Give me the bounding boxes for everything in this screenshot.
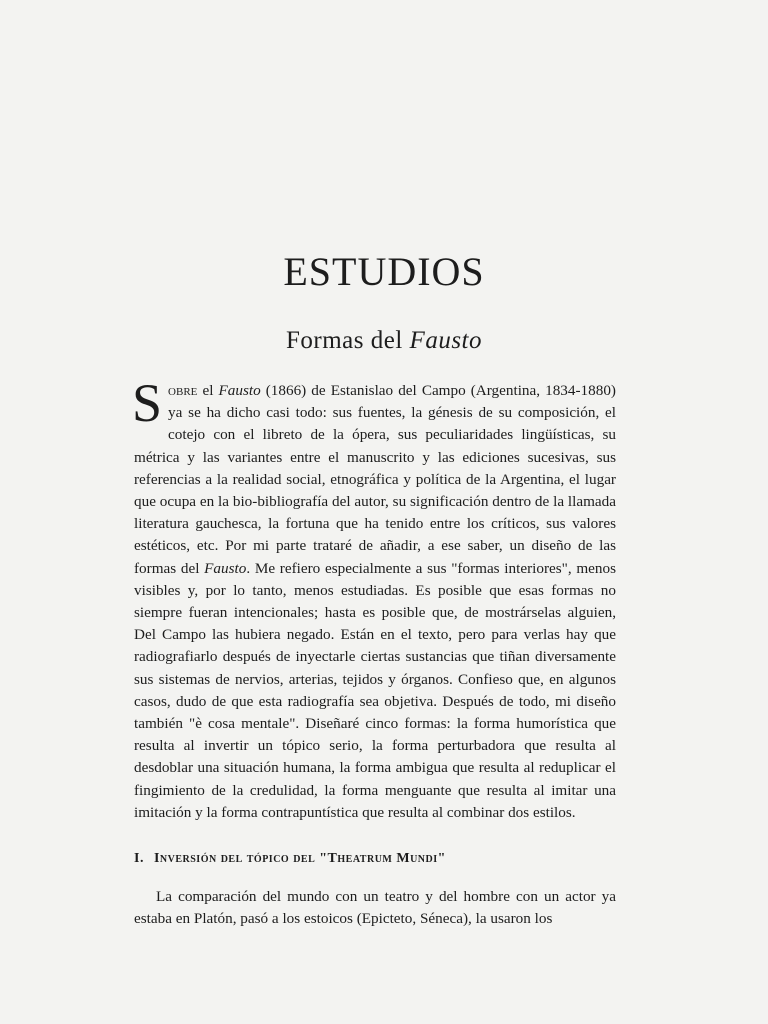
subsection-heading: [134, 848, 616, 870]
intro-italic-title-2: Fausto: [204, 559, 247, 577]
intro-italic-title-1: Fausto: [218, 382, 261, 399]
article-title-prefix: Formas del: [286, 327, 403, 354]
intro-text-3: . Me refiero especialmente a sus "formas interiores", menos visibles y, por lo tanto, menos estudiadas. Es posible que esas formas no siempre fueran intencionales; hasta es posible que, de mostrárselas alguien, Del Campo las hubiera negado. Están en el texto, pero para verlas hay que radiografiarlo después de inyectarle ciertas sustancias que tiñan diversamente sus sistemas de nervios, arterias, tejidos y órganos. Confieso que, en algunos casos, dudo de que esta radiografía sea objetiva. Después de todo, mi diseño también "è cosa mentale". Diseñaré cinco formas: la forma humorística que resulta al invertir un tópico serio, la forma perturbadora que resulta al desdoblar una situación humana, la forma ambigua que resulta al reduplicar el fingimiento de la credulidad, la forma menguante que resulta al imitar una imitación y la forma contrapuntística que resulta al combinar dos estilos.: [134, 559, 616, 821]
subsection-title: Inversión del tópico del "Theatrum Mundi": [153, 851, 446, 867]
intro-paragraph: [132, 373, 616, 824]
article-body: [132, 373, 616, 930]
intro-first-word: obre: [168, 382, 198, 399]
intro-text-2: (1866) de Estanislao del Campo (Argentina, 1834-1880) ya se ha dicho casi todo: sus fuentes, la génesis de su composición, el cotejo con el libreto de la ópera, sus peculiaridades lingüísticas, su métrica y las variantes entre el manuscrito y las ediciones sucesivas, sus referencias a la realidad social, etnográfica y política de la Argentina, el lugar que ocupa en la bio-bibliografía del autor, su significación dentro de la llamada literatura gauchesca, la fortuna que ha tenido entre los críticos, sus valores estéticos, etc. Por mi parte trataré de añadir, a ese saber, un diseño de las formas del: [134, 382, 616, 577]
intro-text-1: el: [197, 382, 219, 399]
drop-cap: S: [132, 373, 163, 433]
section-title: ESTUDIOS: [283, 249, 485, 294]
subsection-number: I.: [134, 851, 144, 867]
article-title-italic: Fausto: [409, 327, 482, 354]
body-paragraph: La comparación del mundo con un teatro y del hombre con un actor ya estaba en Platón, pasó a los estoicos (Epicteto, Séneca), la usaron los: [134, 888, 616, 928]
article-title: [0, 328, 768, 353]
